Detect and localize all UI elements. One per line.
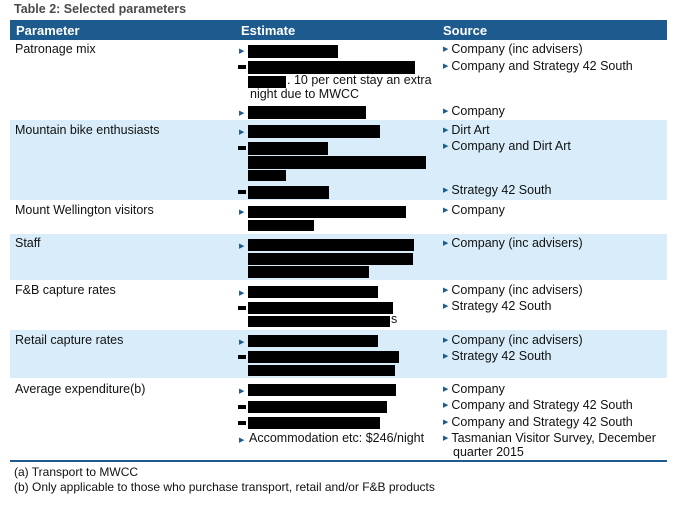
redacted-block: [248, 142, 328, 155]
source-label: ▶ Strategy 42 South: [443, 183, 551, 197]
redacted-block: [248, 239, 414, 251]
redacted-block: [248, 401, 387, 413]
redacted-block: [248, 206, 406, 218]
triangle-bullet-icon: ▶: [239, 437, 245, 444]
source-label: ▶ Company and Strategy 42 South: [443, 59, 633, 73]
redacted-block: [248, 125, 380, 138]
param-patronage-mix: Patronage mix: [15, 42, 96, 56]
source-label: ▶ Company (inc advisers): [443, 42, 583, 56]
table-title: Table 2: Selected parameters: [14, 2, 187, 16]
source-label: ▶ Company (inc advisers): [443, 283, 583, 297]
dash-bullet-icon: [238, 146, 246, 150]
source-label: ▶ Company and Strategy 42 South: [443, 398, 633, 412]
source-label: ▶ Strategy 42 South: [443, 349, 551, 363]
redacted-block: [248, 253, 413, 265]
triangle-bullet-icon: ▶: [239, 243, 245, 250]
footnote-a: (a) Transport to MWCC: [14, 465, 139, 479]
triangle-bullet-icon: ▶: [239, 48, 245, 55]
source-label: ▶ Company: [443, 382, 505, 396]
source-label: ▶ Company (inc advisers): [443, 236, 583, 250]
footnote-b: (b) Only applicable to those who purchase transport, retail and/or F&B products: [14, 480, 435, 494]
source-label-continued: quarter 2015: [453, 445, 524, 459]
triangle-bullet-icon: ▶: [239, 110, 245, 117]
redacted-block: [248, 365, 395, 376]
source-label: ▶ Company: [443, 104, 505, 118]
redacted-block: [248, 266, 369, 278]
triangle-bullet-icon: ▶: [239, 339, 245, 346]
triangle-bullet-icon: ▶: [239, 209, 245, 216]
param-staff: Staff: [15, 236, 41, 250]
redacted-block: [248, 302, 393, 314]
estimate-text: . 10 per cent stay an extra: [287, 73, 432, 87]
redacted-block: [248, 351, 399, 363]
param-mountain-bike: Mountain bike enthusiasts: [15, 123, 160, 137]
dash-bullet-icon: [238, 421, 246, 425]
source-label: ▶ Company and Strategy 42 South: [443, 415, 633, 429]
source-label: ▶ Company: [443, 203, 505, 217]
table-header: [10, 20, 667, 40]
estimate-text: night due to MWCC: [250, 87, 360, 101]
header-source: Source: [443, 23, 488, 38]
redacted-block: [248, 286, 378, 298]
source-label: ▶ Dirt Art: [443, 123, 490, 137]
header-parameter: Parameter: [16, 23, 80, 38]
redacted-block: [248, 156, 426, 169]
triangle-bullet-icon: ▶: [239, 129, 245, 136]
estimate-text: s: [391, 312, 398, 326]
table-bottom-rule: [10, 460, 667, 462]
redacted-block: [248, 316, 390, 327]
param-mount-wellington: Mount Wellington visitors: [15, 203, 154, 217]
header-estimate: Estimate: [241, 23, 296, 38]
dash-bullet-icon: [238, 65, 246, 69]
source-label: ▶ Company and Dirt Art: [443, 139, 571, 153]
param-retail-capture: Retail capture rates: [15, 333, 124, 347]
redacted-block: [248, 45, 338, 58]
redacted-block: [248, 335, 378, 347]
redacted-block: [248, 220, 314, 231]
param-average-expenditure: Average expenditure(b): [15, 382, 146, 396]
redacted-block: [248, 106, 366, 119]
source-label: ▶ Tasmanian Visitor Survey, December: [443, 431, 656, 445]
dash-bullet-icon: [238, 355, 246, 359]
dash-bullet-icon: [238, 190, 246, 194]
param-fb-capture: F&B capture rates: [15, 283, 116, 297]
estimate-text: Accommodation etc: $246/night: [249, 431, 425, 445]
redacted-block: [248, 384, 396, 396]
redacted-block: [248, 186, 329, 199]
dash-bullet-icon: [238, 306, 246, 310]
triangle-bullet-icon: ▶: [239, 290, 245, 297]
redacted-block: [248, 170, 286, 181]
source-label: ▶ Strategy 42 South: [443, 299, 551, 313]
source-label: ▶ Company (inc advisers): [443, 333, 583, 347]
triangle-bullet-icon: ▶: [239, 388, 245, 395]
dash-bullet-icon: [238, 405, 246, 409]
redacted-block: [248, 417, 380, 429]
